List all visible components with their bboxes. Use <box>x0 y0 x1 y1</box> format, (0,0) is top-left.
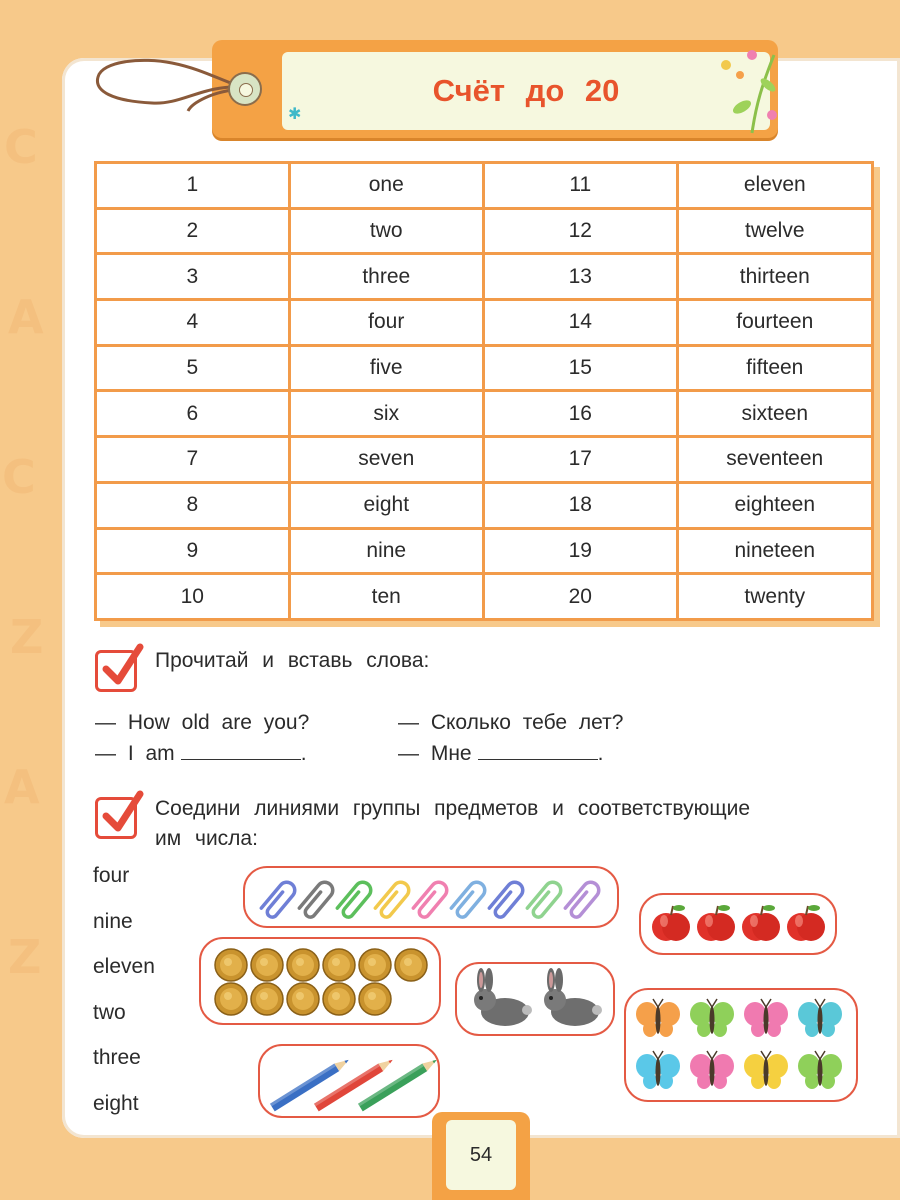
pencil-icon <box>314 1056 395 1111</box>
number-word[interactable]: eleven <box>93 955 155 978</box>
coin-icon <box>287 983 319 1015</box>
bg-letter: C <box>4 120 38 174</box>
task2-instruction-line2: им числа: <box>155 827 258 850</box>
digit-cell: 3 <box>96 254 290 300</box>
apples-group[interactable] <box>639 893 837 955</box>
word-cell: nine <box>289 528 483 574</box>
paperclip-icon <box>451 879 488 919</box>
flowers-icon <box>712 45 782 135</box>
paperclip-icon <box>413 879 450 919</box>
dialog-line-ru-1: — Сколько тебе лет? <box>398 711 624 734</box>
table-row <box>96 345 873 391</box>
dialog-line-en-1: — How old are you? <box>95 711 310 734</box>
bg-letter: Z <box>8 930 42 984</box>
paperclip-icon <box>261 879 298 919</box>
paperclip-icon <box>565 879 602 919</box>
digit-cell: 16 <box>483 391 677 437</box>
pencils-group[interactable] <box>258 1044 440 1118</box>
number-word[interactable]: nine <box>93 909 133 933</box>
butterfly-icon <box>798 1051 842 1089</box>
coins-icon <box>201 939 439 1023</box>
coin-icon <box>251 983 283 1015</box>
page-title: Счёт до 20 <box>432 73 620 108</box>
word-cell: one <box>289 163 483 209</box>
rabbits-icon <box>457 964 613 1034</box>
word-cell: three <box>289 254 483 300</box>
digit-cell: 8 <box>96 482 290 528</box>
coin-icon <box>359 983 391 1015</box>
number-word[interactable]: eight <box>93 1091 139 1115</box>
table-row <box>96 163 873 209</box>
apples-icon <box>641 895 835 953</box>
word-cell: four <box>289 300 483 346</box>
word-cell: seventeen <box>677 437 872 483</box>
word-cell: fifteen <box>677 345 872 391</box>
butterfly-icon <box>798 999 842 1037</box>
number-words-list <box>93 862 155 1135</box>
word-cell: fourteen <box>677 300 872 346</box>
dialog-line-en-2 <box>95 742 307 766</box>
paperclips-group[interactable] <box>243 866 619 928</box>
digit-cell: 12 <box>483 208 677 254</box>
task1-instruction: Прочитай и вставь слова: <box>155 649 430 672</box>
word-cell: twelve <box>677 208 872 254</box>
digit-cell: 5 <box>96 345 290 391</box>
paperclip-icon <box>375 879 412 919</box>
page-number: 54 <box>446 1120 516 1190</box>
coin-icon <box>323 983 355 1015</box>
word-cell: ten <box>289 574 483 620</box>
coin-icon <box>215 983 247 1015</box>
butterfly-icon <box>636 999 680 1037</box>
table-row <box>96 437 873 483</box>
task2-instruction-line1: Соедини линиями группы предметов и соответствующие <box>155 797 751 820</box>
digit-cell: 11 <box>483 163 677 209</box>
butterfly-icon <box>744 1051 788 1089</box>
butterflies-icon <box>626 990 856 1100</box>
number-word[interactable]: two <box>93 1000 126 1024</box>
snowflake-icon: ✱ <box>288 106 302 123</box>
dialog-line-ru-2-prefix: — Мне <box>398 742 472 765</box>
apple-icon <box>742 905 780 941</box>
butterfly-icon <box>744 999 788 1037</box>
numbers-table-body <box>96 163 873 620</box>
paperclip-icon <box>489 879 526 919</box>
bg-letter: A <box>4 760 40 814</box>
paperclip-icon <box>527 879 564 919</box>
word-cell: nineteen <box>677 528 872 574</box>
digit-cell: 7 <box>96 437 290 483</box>
coin-icon <box>359 949 391 981</box>
digit-cell: 13 <box>483 254 677 300</box>
digit-cell: 10 <box>96 574 290 620</box>
coin-icon <box>251 949 283 981</box>
dialog-line-ru-2 <box>398 742 603 766</box>
word-cell: twenty <box>677 574 872 620</box>
bg-letter: Z <box>10 610 44 664</box>
word-cell: eight <box>289 482 483 528</box>
paperclip-icon <box>337 879 374 919</box>
digit-cell: 17 <box>483 437 677 483</box>
bg-letter: C <box>2 450 36 504</box>
digit-cell: 15 <box>483 345 677 391</box>
word-cell: thirteen <box>677 254 872 300</box>
digit-cell: 2 <box>96 208 290 254</box>
digit-cell: 1 <box>96 163 290 209</box>
digit-cell: 4 <box>96 300 290 346</box>
word-cell: sixteen <box>677 391 872 437</box>
word-cell: eighteen <box>677 482 872 528</box>
coins-group[interactable] <box>199 937 441 1025</box>
apple-icon <box>652 905 690 941</box>
apple-icon <box>697 905 735 941</box>
word-cell: six <box>289 391 483 437</box>
word-cell: five <box>289 345 483 391</box>
table-row <box>96 528 873 574</box>
number-word[interactable]: four <box>93 864 130 887</box>
digit-cell: 19 <box>483 528 677 574</box>
table-row <box>96 574 873 620</box>
numbers-table <box>94 161 874 621</box>
paperclip-icon <box>299 879 336 919</box>
number-word[interactable]: three <box>93 1046 141 1069</box>
butterfly-icon <box>690 1051 734 1089</box>
table-row <box>96 300 873 346</box>
tag-ring-icon <box>228 72 262 106</box>
bg-letter: A <box>8 290 44 344</box>
digit-cell: 18 <box>483 482 677 528</box>
pencil-icon <box>358 1056 438 1111</box>
word-cell: two <box>289 208 483 254</box>
rabbit-icon <box>544 968 602 1026</box>
rabbits-group[interactable] <box>455 962 615 1036</box>
butterfly-icon <box>690 999 734 1037</box>
digit-cell: 9 <box>96 528 290 574</box>
word-cell: seven <box>289 437 483 483</box>
pencils-icon <box>260 1046 438 1116</box>
table-row <box>96 254 873 300</box>
answer-blank-en[interactable] <box>181 759 301 760</box>
line-end: . <box>300 742 307 765</box>
pencil-icon <box>270 1056 351 1111</box>
table-row <box>96 208 873 254</box>
rabbit-icon <box>474 968 532 1026</box>
coin-icon <box>323 949 355 981</box>
butterfly-icon <box>636 1051 680 1089</box>
paperclips-icon <box>245 868 617 926</box>
digit-cell: 14 <box>483 300 677 346</box>
table-row <box>96 482 873 528</box>
coin-icon <box>395 949 427 981</box>
coin-icon <box>287 949 319 981</box>
table-row <box>96 391 873 437</box>
digit-cell: 20 <box>483 574 677 620</box>
apple-icon <box>787 905 825 941</box>
word-cell: eleven <box>677 163 872 209</box>
digit-cell: 6 <box>96 391 290 437</box>
answer-blank-ru[interactable] <box>478 759 598 760</box>
checkbox-check-icon <box>95 797 137 839</box>
dialog-line-en-2-prefix: — I am <box>95 742 175 765</box>
butterflies-group[interactable] <box>624 988 858 1102</box>
line-end: . <box>597 742 604 765</box>
coin-icon <box>215 949 247 981</box>
checkbox-check-icon <box>95 650 137 692</box>
